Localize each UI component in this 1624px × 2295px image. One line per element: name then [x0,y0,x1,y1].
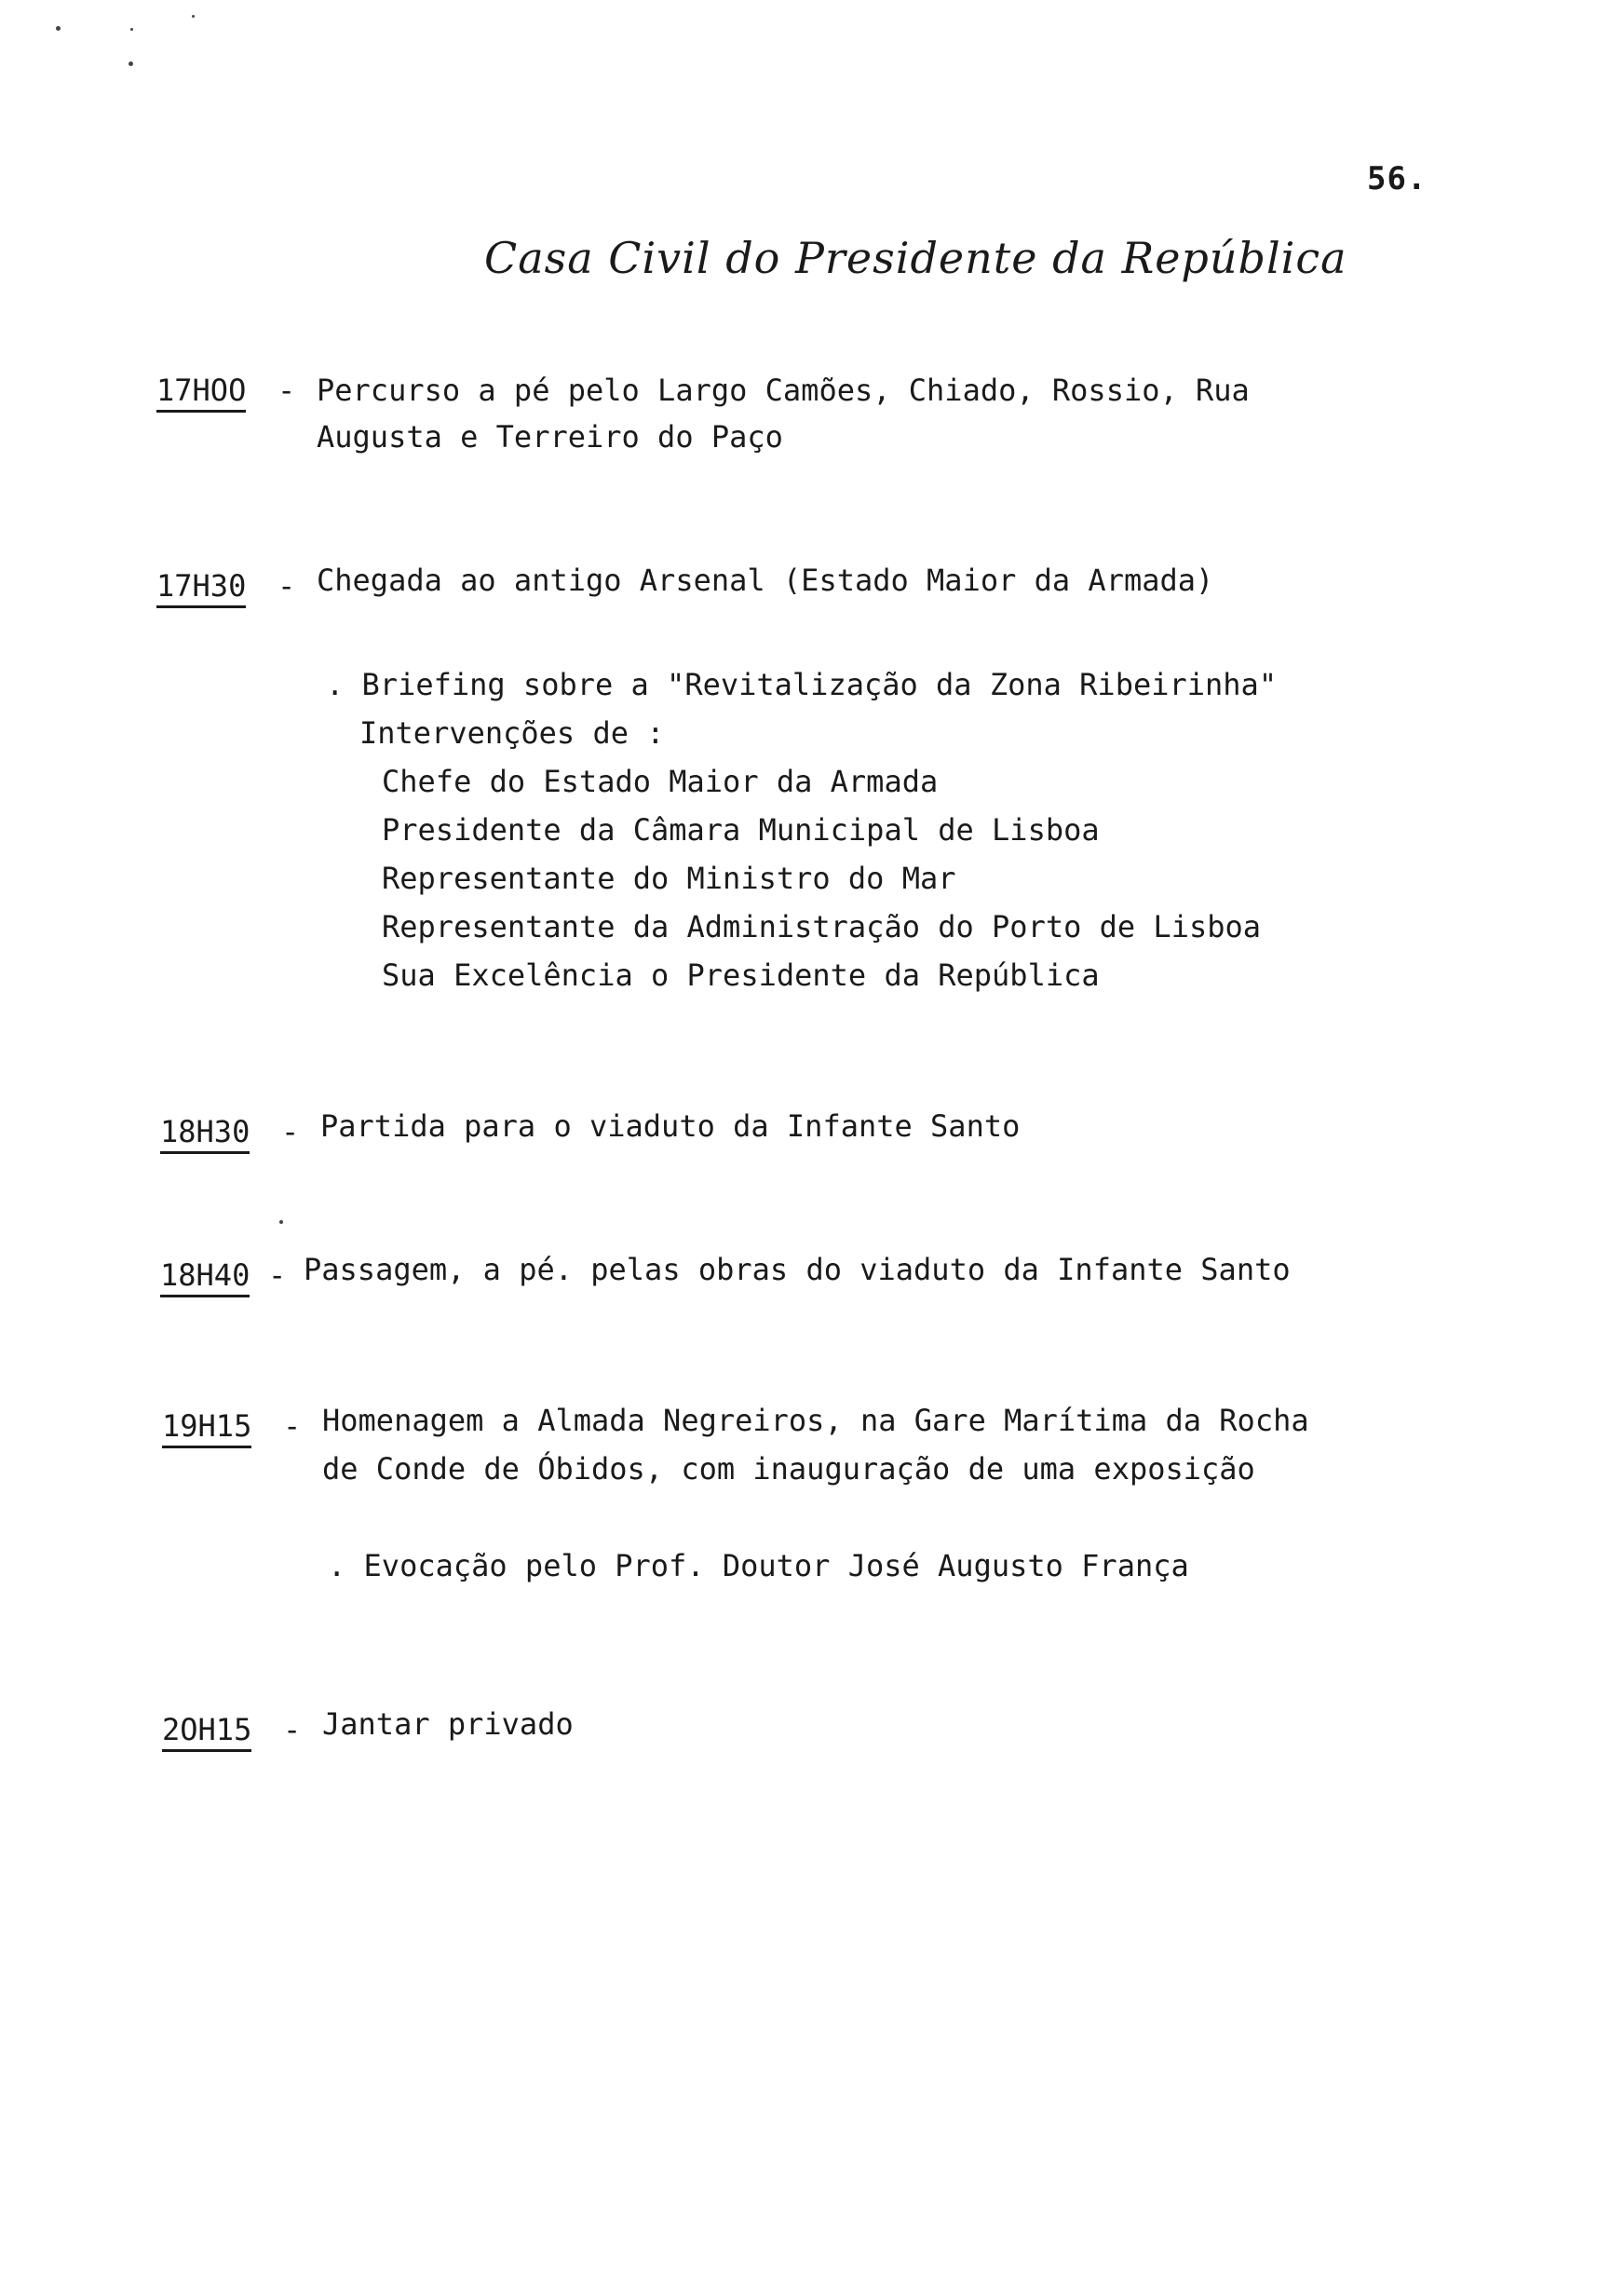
entry-time: 17H30 [156,568,246,608]
scan-speck [56,26,61,31]
page-number: 56. [1367,160,1428,197]
entry-time: 18H40 [160,1257,250,1297]
entry-time: 19H15 [162,1408,251,1448]
entry-time: 18H30 [160,1114,250,1154]
entry-dash: - [277,568,296,604]
entry-dash: - [268,1257,287,1293]
speaker-item: Chefe do Estado Maior da Armada [382,764,939,799]
entry-text: Homenagem a Almada Negreiros, na Gare Marítima da Rocha [322,1403,1309,1438]
scan-speck [129,61,133,66]
entry-time: 2OH15 [162,1712,251,1752]
scan-speck [192,15,195,18]
entry-text: Partida para o viaduto da Infante Santo [320,1108,1021,1144]
entry-text: Chegada ao antigo Arsenal (Estado Maior da Armada) [317,563,1214,598]
letterhead: Casa Civil do Presidente da República [484,233,1347,283]
entry-dash: - [277,373,296,408]
speaker-item: Presidente da Câmara Municipal de Lisboa [382,812,1100,848]
evocation-bullet: . Evocação pelo Prof. Doutor José Augusto França [328,1548,1189,1583]
speaker-item: Sua Excelência o Presidente da República [382,957,1100,993]
entry-dash: - [283,1408,302,1444]
entry-text: Jantar privado [322,1706,574,1742]
briefing-bullet: . Briefing sobre a "Revitalização da Zona Ribeirinha" [326,667,1278,702]
entry-dash: - [281,1114,300,1149]
entry-dash: - [283,1712,302,1747]
speaker-item: Representante do Ministro do Mar [382,861,956,896]
entry-text: Passagem, a pé. pelas obras do viaduto da Infante Santo [304,1252,1291,1287]
entry-text: de Conde de Óbidos, com inauguração de uma exposição [322,1451,1255,1487]
entry-time: 17HOO [156,373,246,413]
entry-text: Augusta e Terreiro do Paço [317,419,783,455]
entry-text: Percurso a pé pelo Largo Camões, Chiado, Rossio, Rua [317,373,1250,408]
scan-speck [130,28,133,31]
speakers-intro: Intervenções de : [359,715,665,751]
scan-speck [279,1220,283,1224]
speaker-item: Representante da Administração do Porto de Lisboa [382,909,1262,944]
